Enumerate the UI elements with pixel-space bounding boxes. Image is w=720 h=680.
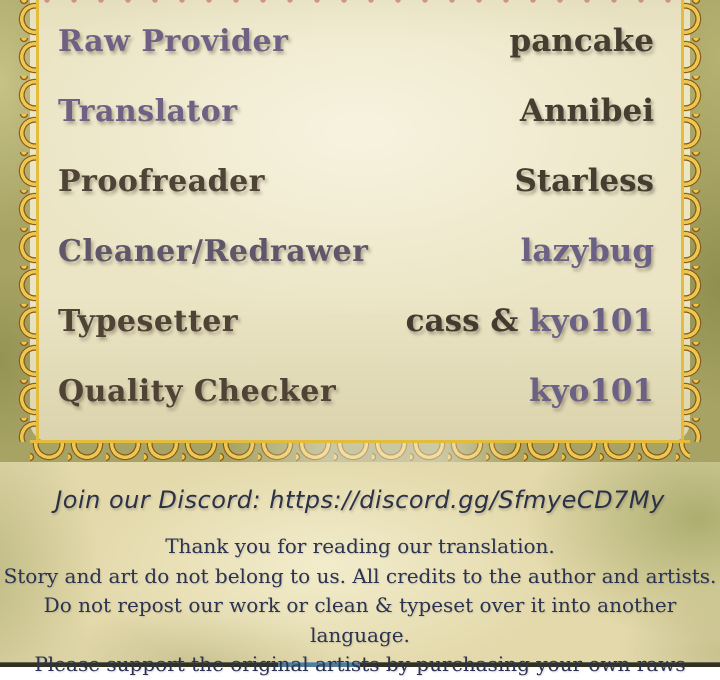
footer-line-repost: Do not repost our work or clean & typeset over it into another language. [43, 593, 677, 647]
credit-role-label: Typesetter [58, 303, 239, 339]
credit-name-part: kyo101 [529, 373, 654, 409]
credit-row-cleaner-redrawer [58, 216, 654, 286]
discord-invite-text: Join our Discord: https://discord.gg/SfmyeCD7My [55, 486, 665, 514]
credit-role-label: Cleaner/Redrawer [58, 233, 369, 269]
credit-row-raw-provider [58, 6, 654, 76]
credit-person-name [520, 93, 654, 129]
gold-scallop-border-left [16, 0, 39, 442]
credit-role-label: Translator [58, 93, 238, 129]
credit-person-name [521, 233, 654, 269]
footer-section [0, 462, 720, 676]
gold-scallop-border-right [681, 0, 704, 442]
credit-name-part: Starless [514, 163, 654, 199]
credit-row-translator [58, 76, 654, 146]
credit-person-name [406, 303, 654, 339]
credit-name-part: kyo101 [529, 303, 654, 339]
credit-row-typesetter [58, 286, 654, 356]
credit-name-part: lazybug [520, 233, 654, 269]
credit-person-name [514, 163, 654, 199]
credit-role-label: Raw Provider [58, 23, 289, 59]
credit-name-part: pancake [509, 23, 654, 59]
credit-row-proofreader [58, 146, 654, 216]
credit-name-part: cass & [405, 303, 530, 339]
credit-name-part: Annibei [519, 93, 654, 129]
credit-row-quality-checker [58, 356, 654, 426]
credit-role-label: Proofreader [58, 163, 265, 199]
footer-line-credits: Story and art do not belong to us. All credits to the author and artists. [3, 563, 717, 588]
credit-person-name [529, 373, 654, 409]
footer-line-support: Please support the original artists by purchasing your own raws [34, 652, 686, 676]
footer-line-thanks: Thank you for reading our translation. [165, 534, 555, 558]
credits-list [58, 6, 654, 426]
credit-person-name [510, 23, 654, 59]
footer-disclaimer [0, 532, 720, 680]
credit-role-label: Quality Checker [58, 373, 337, 409]
